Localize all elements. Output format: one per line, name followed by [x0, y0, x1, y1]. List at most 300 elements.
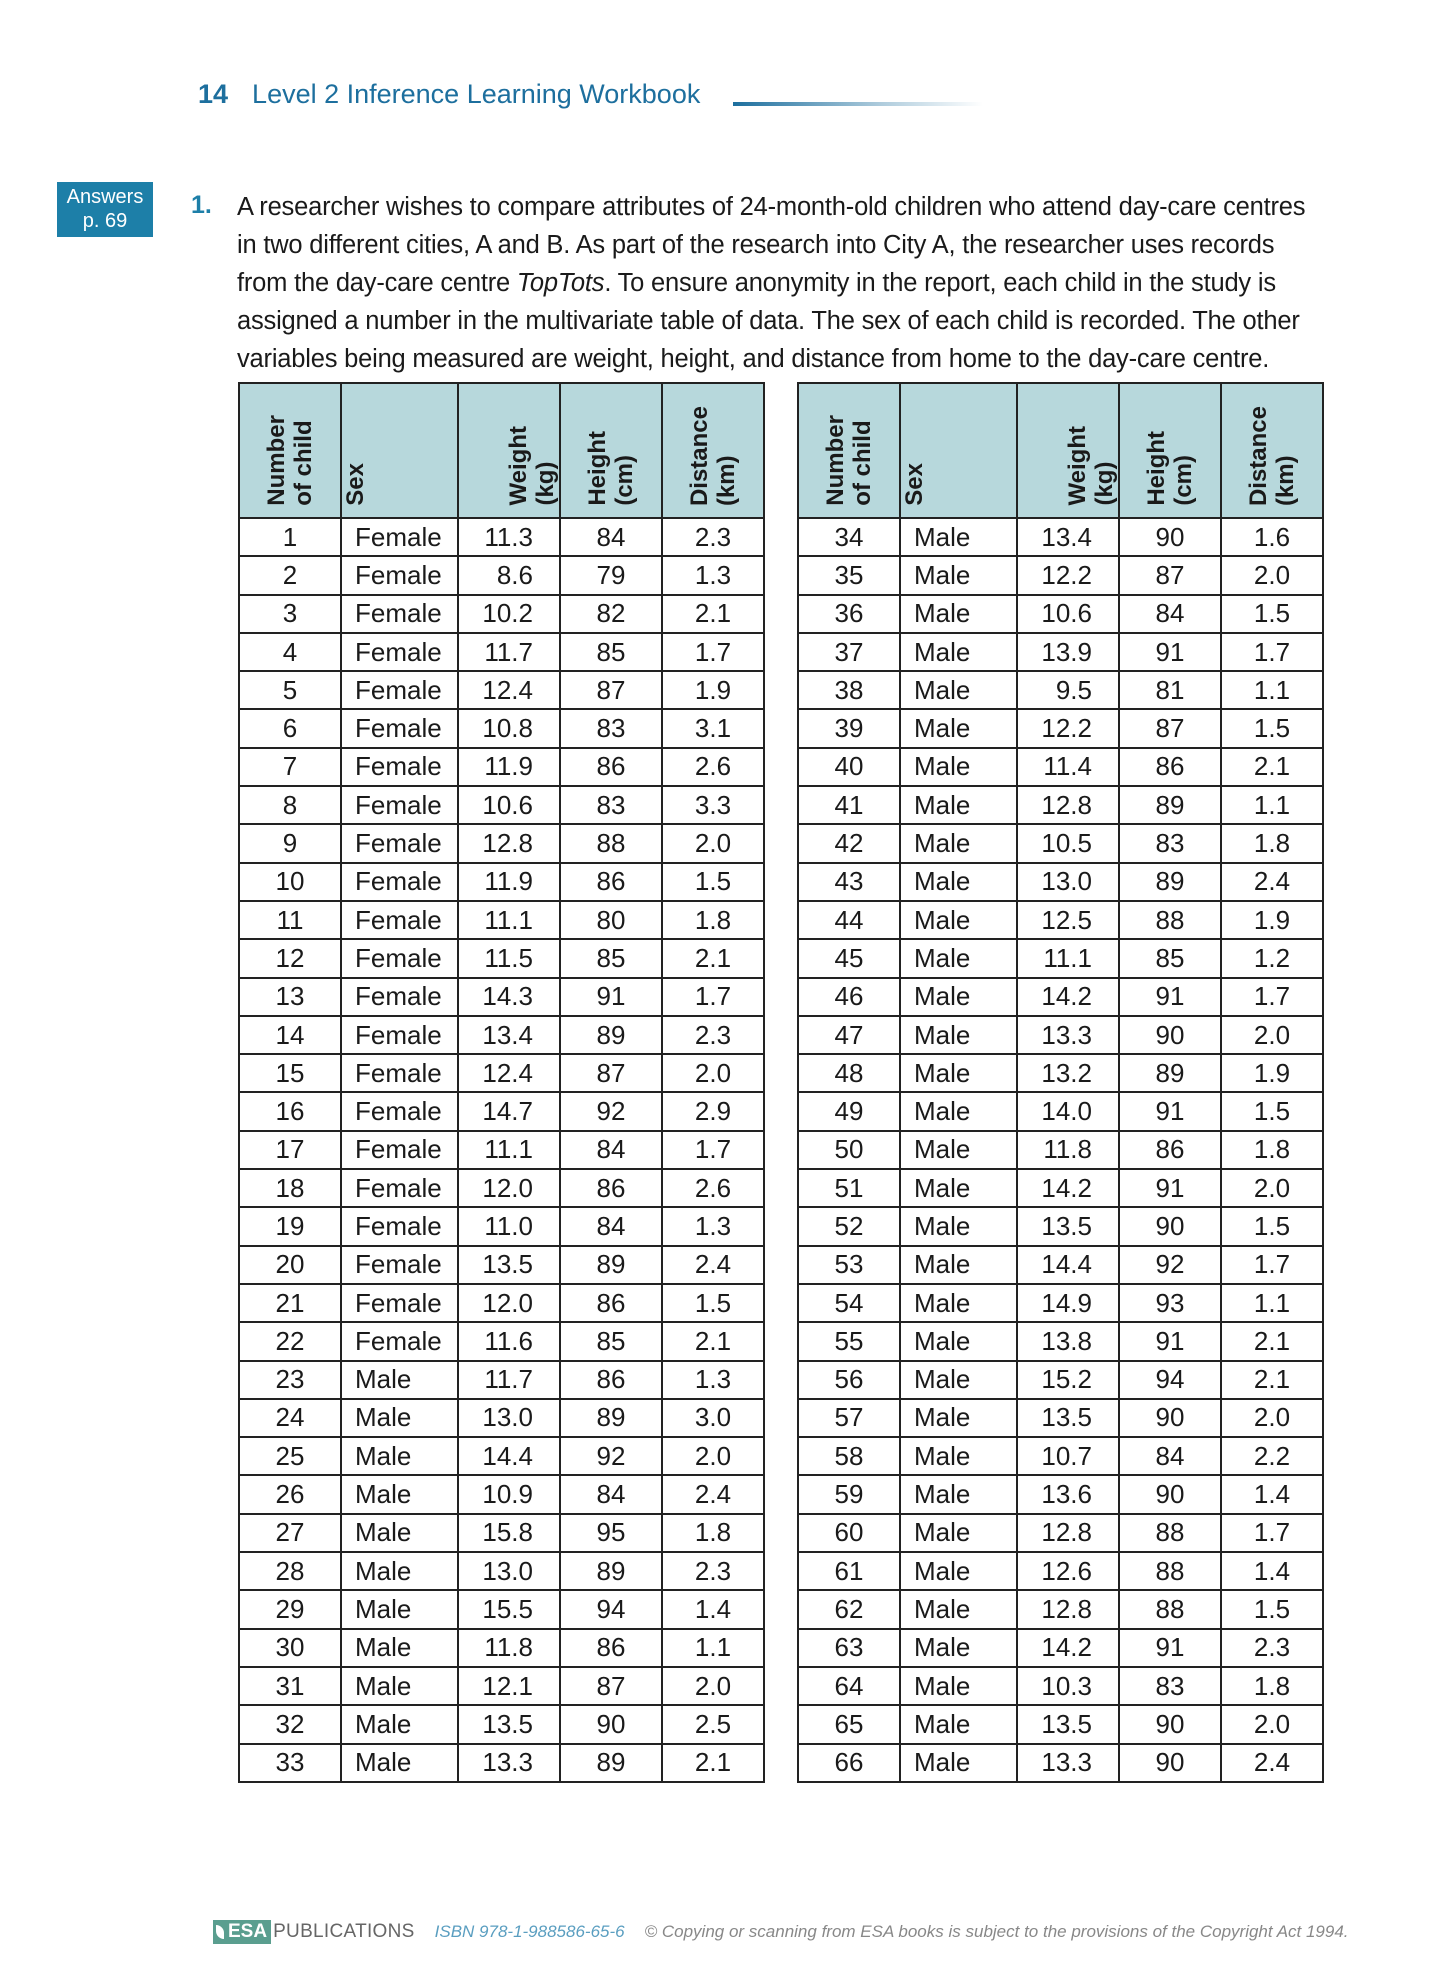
esa-logo-box: ESA [213, 1920, 271, 1944]
table-row [239, 1207, 764, 1245]
cell-height: 90 [1119, 1016, 1221, 1054]
cell-height: 91 [1119, 1322, 1221, 1360]
cell-weight: 11.1 [458, 1131, 560, 1169]
cell-distance: 1.5 [1221, 1590, 1323, 1628]
isbn: ISBN 978-1-988586-65-6 [434, 1922, 625, 1941]
cell-distance: 2.0 [1221, 1705, 1323, 1743]
cell-distance: 2.3 [662, 1552, 764, 1590]
table-row [239, 901, 764, 939]
table-row [798, 518, 1323, 556]
cell-sex: Male [900, 595, 1017, 633]
table-row [798, 556, 1323, 594]
cell-number: 3 [239, 595, 341, 633]
cell-sex: Female [341, 556, 458, 594]
cell-sex: Male [341, 1437, 458, 1475]
cell-weight: 11.1 [458, 901, 560, 939]
cell-number: 38 [798, 671, 900, 709]
cell-sex: Male [900, 1552, 1017, 1590]
cell-sex: Male [341, 1399, 458, 1437]
cell-height: 89 [1119, 1054, 1221, 1092]
table-row [239, 633, 764, 671]
cell-sex: Male [341, 1552, 458, 1590]
cell-height: 88 [1119, 901, 1221, 939]
cell-sex: Male [900, 1284, 1017, 1322]
cell-distance: 1.5 [662, 1284, 764, 1322]
cell-weight: 13.2 [1017, 1054, 1119, 1092]
cell-distance: 2.4 [662, 1246, 764, 1284]
cell-weight: 11.4 [1017, 748, 1119, 786]
cell-height: 85 [560, 939, 662, 977]
cell-sex: Male [900, 1705, 1017, 1743]
cell-height: 90 [560, 1705, 662, 1743]
cell-height: 90 [1119, 1207, 1221, 1245]
cell-weight: 11.9 [458, 863, 560, 901]
cell-distance: 2.0 [662, 824, 764, 862]
cell-number: 2 [239, 556, 341, 594]
cell-number: 13 [239, 978, 341, 1016]
cell-height: 90 [1119, 1744, 1221, 1782]
table-row [239, 1514, 764, 1552]
cell-sex: Male [900, 824, 1017, 862]
cell-distance: 1.7 [662, 978, 764, 1016]
table-row [798, 1016, 1323, 1054]
cell-weight: 13.5 [1017, 1399, 1119, 1437]
cell-height: 91 [1119, 633, 1221, 671]
page-header [198, 74, 700, 114]
cell-sex: Male [900, 1437, 1017, 1475]
cell-distance: 1.7 [1221, 1246, 1323, 1284]
table-row [239, 671, 764, 709]
cell-height: 88 [560, 824, 662, 862]
cell-distance: 1.1 [1221, 671, 1323, 709]
table-row [239, 1552, 764, 1590]
table-row [239, 595, 764, 633]
cell-distance: 2.0 [662, 1667, 764, 1705]
cell-sex: Male [900, 901, 1017, 939]
question-number: 1. [191, 191, 212, 219]
cell-sex: Male [341, 1629, 458, 1667]
cell-weight: 10.6 [458, 786, 560, 824]
cell-height: 83 [1119, 824, 1221, 862]
cell-sex: Female [341, 518, 458, 556]
cell-height: 86 [560, 1361, 662, 1399]
cell-distance: 1.9 [1221, 1054, 1323, 1092]
cell-distance: 1.5 [1221, 1092, 1323, 1130]
cell-number: 46 [798, 978, 900, 1016]
cell-sex: Female [341, 1054, 458, 1092]
cell-number: 6 [239, 709, 341, 747]
cell-distance: 2.4 [662, 1475, 764, 1513]
cell-distance: 3.1 [662, 709, 764, 747]
cell-height: 91 [560, 978, 662, 1016]
cell-sex: Male [341, 1514, 458, 1552]
table-row [798, 978, 1323, 1016]
cell-weight: 14.2 [1017, 978, 1119, 1016]
table-row [239, 1437, 764, 1475]
cell-height: 89 [560, 1016, 662, 1054]
cell-sex: Male [900, 1054, 1017, 1092]
cell-number: 41 [798, 786, 900, 824]
cell-distance: 2.1 [662, 1744, 764, 1782]
cell-height: 87 [560, 1667, 662, 1705]
table-row [239, 978, 764, 1016]
cell-number: 21 [239, 1284, 341, 1322]
table-row [798, 1284, 1323, 1322]
cell-height: 82 [560, 595, 662, 633]
cell-number: 58 [798, 1437, 900, 1475]
cell-number: 60 [798, 1514, 900, 1552]
cell-distance: 1.1 [662, 1629, 764, 1667]
cell-number: 9 [239, 824, 341, 862]
cell-sex: Female [341, 901, 458, 939]
cell-distance: 1.7 [1221, 633, 1323, 671]
table-row [798, 1322, 1323, 1360]
cell-number: 17 [239, 1131, 341, 1169]
cell-distance: 1.7 [662, 1131, 764, 1169]
table-row [239, 863, 764, 901]
table-row [798, 901, 1323, 939]
cell-weight: 10.5 [1017, 824, 1119, 862]
cell-distance: 1.1 [1221, 1284, 1323, 1322]
cell-weight: 11.9 [458, 748, 560, 786]
cell-sex: Female [341, 1207, 458, 1245]
data-table-left [238, 382, 765, 1783]
cell-sex: Male [900, 1131, 1017, 1169]
copyright-notice: © Copying or scanning from ESA books is subject to the provisions of the Copyright Act 1994. [644, 1922, 1349, 1941]
cell-distance: 1.8 [1221, 824, 1323, 862]
table-row [798, 1131, 1323, 1169]
cell-number: 22 [239, 1322, 341, 1360]
cell-height: 86 [560, 1169, 662, 1207]
cell-number: 1 [239, 518, 341, 556]
cell-weight: 11.0 [458, 1207, 560, 1245]
cell-sex: Male [341, 1590, 458, 1628]
cell-number: 44 [798, 901, 900, 939]
cell-number: 18 [239, 1169, 341, 1207]
esa-logo [213, 1920, 415, 1944]
cell-distance: 2.1 [1221, 748, 1323, 786]
cell-height: 88 [1119, 1552, 1221, 1590]
header-height: Height (cm) [1119, 383, 1221, 518]
cell-weight: 13.0 [458, 1552, 560, 1590]
cell-height: 87 [1119, 709, 1221, 747]
cell-sex: Female [341, 595, 458, 633]
header-distance: Distance (km) [1221, 383, 1323, 518]
cell-distance: 2.3 [662, 1016, 764, 1054]
table-row [798, 1590, 1323, 1628]
cell-sex: Female [341, 709, 458, 747]
cell-weight: 12.2 [1017, 709, 1119, 747]
table-row [798, 1475, 1323, 1513]
table-header-row [239, 383, 764, 518]
cell-height: 92 [560, 1437, 662, 1475]
table-row [239, 1744, 764, 1782]
cell-weight: 12.8 [458, 824, 560, 862]
table-row [798, 748, 1323, 786]
cell-sex: Female [341, 1246, 458, 1284]
cell-number: 7 [239, 748, 341, 786]
cell-height: 87 [560, 1054, 662, 1092]
table-row [798, 1361, 1323, 1399]
cell-weight: 10.6 [1017, 595, 1119, 633]
cell-sex: Male [900, 939, 1017, 977]
question-text [237, 188, 1307, 378]
cell-distance: 1.9 [1221, 901, 1323, 939]
table-row [239, 709, 764, 747]
cell-weight: 11.5 [458, 939, 560, 977]
table-row [239, 518, 764, 556]
cell-height: 79 [560, 556, 662, 594]
cell-weight: 12.8 [1017, 1514, 1119, 1552]
table-row [798, 786, 1323, 824]
table-row [239, 1092, 764, 1130]
cell-weight: 13.5 [458, 1705, 560, 1743]
cell-weight: 12.0 [458, 1284, 560, 1322]
table-row [239, 1705, 764, 1743]
cell-number: 45 [798, 939, 900, 977]
cell-distance: 1.4 [1221, 1475, 1323, 1513]
table-row [239, 1399, 764, 1437]
cell-sex: Female [341, 978, 458, 1016]
cell-weight: 12.0 [458, 1169, 560, 1207]
cell-sex: Female [341, 786, 458, 824]
cell-weight: 14.9 [1017, 1284, 1119, 1322]
table-row [798, 1552, 1323, 1590]
table-row [239, 748, 764, 786]
cell-number: 34 [798, 518, 900, 556]
cell-height: 83 [560, 709, 662, 747]
question-text-italic: TopTots [516, 269, 605, 297]
cell-height: 92 [560, 1092, 662, 1130]
cell-weight: 14.2 [1017, 1169, 1119, 1207]
table-row [239, 786, 764, 824]
cell-height: 86 [560, 1284, 662, 1322]
cell-distance: 1.3 [662, 1361, 764, 1399]
data-table-right [797, 382, 1324, 1783]
cell-distance: 2.0 [662, 1437, 764, 1475]
cell-height: 85 [560, 1322, 662, 1360]
cell-number: 15 [239, 1054, 341, 1092]
table-row [239, 1475, 764, 1513]
cell-number: 47 [798, 1016, 900, 1054]
cell-weight: 12.4 [458, 1054, 560, 1092]
cell-weight: 14.4 [458, 1437, 560, 1475]
cell-distance: 1.2 [1221, 939, 1323, 977]
cell-weight: 11.1 [1017, 939, 1119, 977]
header-height: Height (cm) [560, 383, 662, 518]
cell-weight: 11.6 [458, 1322, 560, 1360]
cell-sex: Female [341, 939, 458, 977]
cell-sex: Male [900, 863, 1017, 901]
cell-sex: Male [900, 556, 1017, 594]
cell-sex: Male [900, 1667, 1017, 1705]
cell-number: 50 [798, 1131, 900, 1169]
cell-distance: 1.6 [1221, 518, 1323, 556]
cell-weight: 14.0 [1017, 1092, 1119, 1130]
cell-number: 5 [239, 671, 341, 709]
table-row [798, 595, 1323, 633]
table-header-row [798, 383, 1323, 518]
table-row [239, 1246, 764, 1284]
cell-weight: 10.9 [458, 1475, 560, 1513]
cell-number: 20 [239, 1246, 341, 1284]
cell-number: 65 [798, 1705, 900, 1743]
cell-distance: 1.7 [1221, 978, 1323, 1016]
cell-number: 61 [798, 1552, 900, 1590]
table-row [798, 1246, 1323, 1284]
cell-sex: Male [900, 633, 1017, 671]
cell-sex: Male [900, 1399, 1017, 1437]
cell-distance: 1.7 [1221, 1514, 1323, 1552]
cell-distance: 2.0 [1221, 1169, 1323, 1207]
cell-weight: 12.8 [1017, 786, 1119, 824]
header-distance: Distance (km) [662, 383, 764, 518]
cell-sex: Female [341, 748, 458, 786]
cell-weight: 13.8 [1017, 1322, 1119, 1360]
cell-distance: 3.3 [662, 786, 764, 824]
table-row [798, 671, 1323, 709]
cell-distance: 1.5 [1221, 709, 1323, 747]
cell-weight: 12.8 [1017, 1590, 1119, 1628]
table-row [239, 1590, 764, 1628]
cell-distance: 2.1 [1221, 1361, 1323, 1399]
cell-number: 28 [239, 1552, 341, 1590]
table-row [798, 1399, 1323, 1437]
cell-number: 14 [239, 1016, 341, 1054]
header-sex: Sex [341, 383, 458, 518]
cell-height: 91 [1119, 978, 1221, 1016]
cell-height: 86 [560, 863, 662, 901]
cell-weight: 14.4 [1017, 1246, 1119, 1284]
table-row [239, 824, 764, 862]
cell-sex: Male [900, 1361, 1017, 1399]
cell-height: 84 [560, 1131, 662, 1169]
cell-height: 86 [560, 1629, 662, 1667]
cell-weight: 14.7 [458, 1092, 560, 1130]
cell-number: 24 [239, 1399, 341, 1437]
cell-number: 33 [239, 1744, 341, 1782]
cell-number: 55 [798, 1322, 900, 1360]
cell-weight: 10.7 [1017, 1437, 1119, 1475]
cell-distance: 2.0 [1221, 1399, 1323, 1437]
cell-number: 30 [239, 1629, 341, 1667]
cell-number: 4 [239, 633, 341, 671]
cell-number: 52 [798, 1207, 900, 1245]
cell-distance: 1.8 [662, 901, 764, 939]
table-row [239, 1322, 764, 1360]
cell-sex: Male [900, 1246, 1017, 1284]
workbook-title: Level 2 Inference Learning Workbook [252, 78, 701, 109]
cell-sex: Male [900, 786, 1017, 824]
table-row [798, 824, 1323, 862]
cell-number: 51 [798, 1169, 900, 1207]
cell-sex: Male [900, 709, 1017, 747]
cell-weight: 13.0 [458, 1399, 560, 1437]
cell-height: 81 [1119, 671, 1221, 709]
table-row [798, 1514, 1323, 1552]
cell-sex: Male [900, 1169, 1017, 1207]
cell-sex: Female [341, 671, 458, 709]
table-row [239, 1284, 764, 1322]
cell-height: 86 [1119, 1131, 1221, 1169]
cell-distance: 2.1 [1221, 1322, 1323, 1360]
cell-weight: 11.8 [458, 1629, 560, 1667]
cell-number: 31 [239, 1667, 341, 1705]
cell-distance: 2.4 [1221, 1744, 1323, 1782]
cell-number: 35 [798, 556, 900, 594]
cell-weight: 15.2 [1017, 1361, 1119, 1399]
table-row [798, 1092, 1323, 1130]
cell-number: 11 [239, 901, 341, 939]
table-row [798, 1667, 1323, 1705]
esa-logo-publications: PUBLICATIONS [273, 1921, 415, 1942]
cell-distance: 2.6 [662, 748, 764, 786]
cell-distance: 3.0 [662, 1399, 764, 1437]
cell-weight: 10.2 [458, 595, 560, 633]
answers-label: Answers [66, 186, 144, 208]
cell-weight: 13.5 [458, 1246, 560, 1284]
cell-weight: 13.6 [1017, 1475, 1119, 1513]
cell-weight: 12.2 [1017, 556, 1119, 594]
cell-distance: 2.3 [662, 518, 764, 556]
cell-number: 59 [798, 1475, 900, 1513]
cell-number: 26 [239, 1475, 341, 1513]
cell-height: 87 [560, 671, 662, 709]
cell-height: 93 [1119, 1284, 1221, 1322]
cell-height: 84 [560, 1207, 662, 1245]
cell-number: 64 [798, 1667, 900, 1705]
cell-number: 57 [798, 1399, 900, 1437]
cell-weight: 12.1 [458, 1667, 560, 1705]
cell-height: 88 [1119, 1590, 1221, 1628]
table-row [798, 1169, 1323, 1207]
cell-sex: Male [900, 518, 1017, 556]
cell-sex: Female [341, 824, 458, 862]
cell-distance: 1.9 [662, 671, 764, 709]
cell-height: 91 [1119, 1169, 1221, 1207]
cell-sex: Male [900, 1016, 1017, 1054]
header-weight: Weight (kg) [458, 383, 560, 518]
cell-number: 25 [239, 1437, 341, 1475]
header-number: Number of child [239, 383, 341, 518]
cell-weight: 13.5 [1017, 1705, 1119, 1743]
cell-distance: 2.0 [1221, 1016, 1323, 1054]
cell-weight: 13.9 [1017, 633, 1119, 671]
cell-number: 23 [239, 1361, 341, 1399]
cell-weight: 13.4 [1017, 518, 1119, 556]
cell-distance: 2.5 [662, 1705, 764, 1743]
cell-height: 89 [560, 1399, 662, 1437]
cell-number: 29 [239, 1590, 341, 1628]
cell-height: 90 [1119, 1399, 1221, 1437]
cell-sex: Male [900, 1514, 1017, 1552]
cell-height: 83 [560, 786, 662, 824]
cell-weight: 10.8 [458, 709, 560, 747]
cell-sex: Female [341, 1284, 458, 1322]
cell-weight: 11.3 [458, 518, 560, 556]
cell-distance: 1.1 [1221, 786, 1323, 824]
table-row [239, 556, 764, 594]
cell-distance: 2.4 [1221, 863, 1323, 901]
cell-distance: 2.9 [662, 1092, 764, 1130]
cell-distance: 2.0 [662, 1054, 764, 1092]
cell-number: 16 [239, 1092, 341, 1130]
cell-height: 80 [560, 901, 662, 939]
cell-height: 89 [560, 1744, 662, 1782]
cell-height: 84 [560, 518, 662, 556]
cell-height: 84 [560, 1475, 662, 1513]
table-row [798, 1705, 1323, 1743]
